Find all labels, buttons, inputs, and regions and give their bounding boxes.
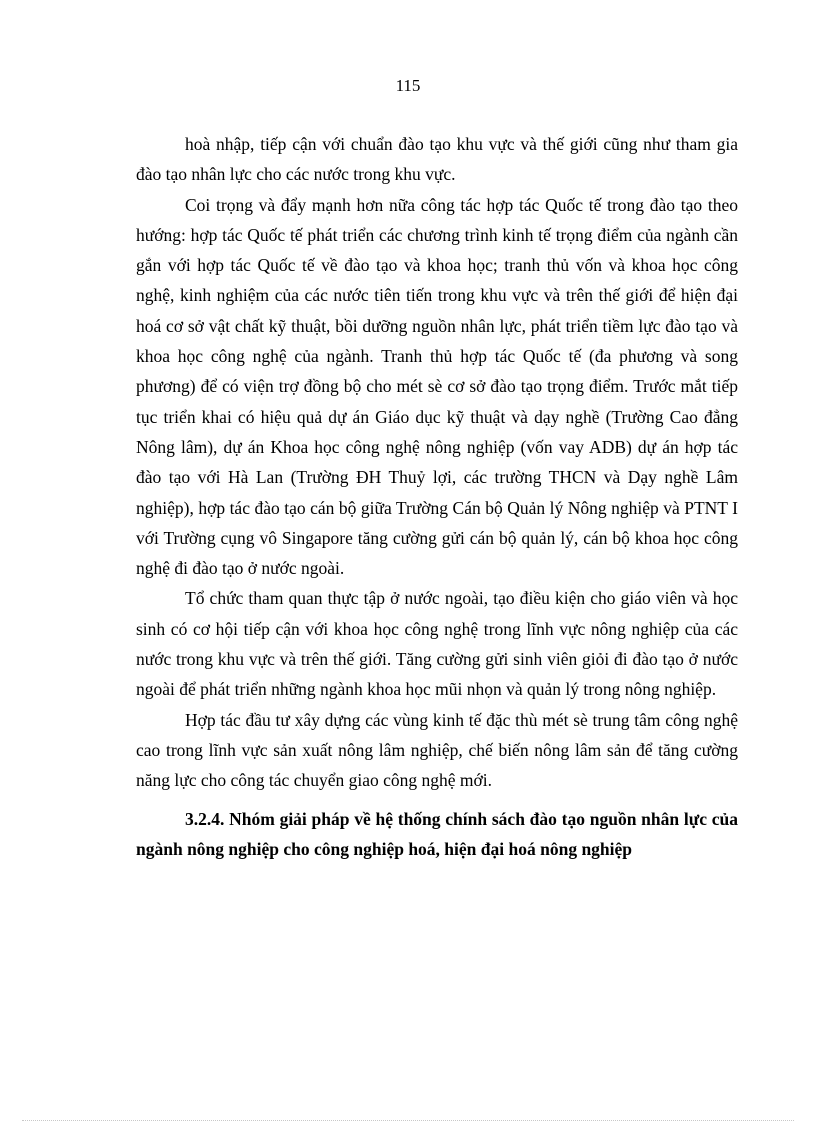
paragraph-study-tours: Tổ chức tham quan thực tập ở nước ngoài, tạo điều kiện cho giáo viên và học sinh có cơ hội tiếp cận với khoa học công nghệ trong lĩnh vực nông nghiệp của các nước trong khu vực và trên thế giới. Tăng cường gửi sinh viên giỏi đi đào tạo ở nước ngoài để phát triển những ngành khoa học mũi nhọn và quản lý trong nông nghiệp. <box>136 588 738 700</box>
paragraph-continuation: hoà nhập, tiếp cận với chuẩn đào tạo khu vực và thế giới cũng như tham gia đào tạo nhân lực cho các nước trong khu vực. <box>136 134 738 185</box>
page-number: 115 <box>395 76 421 95</box>
paragraph-international-cooperation: Coi trọng và đẩy mạnh hơn nữa công tác hợp tác Quốc tế trong đào tạo theo hướng: hợp tác Quốc tế phát triển các chương trình kinh tế trọng điểm của ngành cần gắn với hợp tác Quốc tế về đào tạo và khoa học; tranh thủ vốn và khoa học công nghệ, kinh nghiệm của các nước tiên tiến trong khu vực và trên thế giới để hiện đại hoá cơ sở vật chất kỹ thuật, bồi dưỡng nguồn nhân lực, phát triển tiềm lực đào tạo và khoa học công nghệ của ngành. Tranh thủ hợp tác Quốc tế (đa phương và song phương) để có viện trợ đồng bộ cho mét sè cơ sở đào tạo trọng điểm. Trước mắt tiếp tục triển khai có hiệu quả dự án Giáo dục kỹ thuật và dạy nghề (Trường Cao đẳng Nông lâm), dự án Khoa học công nghệ nông nghiệp (vốn vay ADB) dự án hợp tác đào tạo với Hà Lan (Trường ĐH Thuỷ lợi, các trường THCN và Dạy nghề Lâm nghiệp), hợp tác đào tạo cán bộ giữa Trường Cán bộ Quản lý Nông nghiệp và PTNT I với Trường cụng vô Singapore tăng cường gửi cán bộ quản lý, cán bộ khoa học công nghệ đi đào tạo ở nước ngoài. <box>136 194 738 579</box>
page-bottom-rule <box>22 1120 794 1121</box>
paragraph-investment-cooperation: Hợp tác đầu tư xây dựng các vùng kinh tế đặc thù mét sè trung tâm công nghệ cao trong lĩnh vực sản xuất nông lâm nghiệp, chế biến nông lâm sản để tăng cường năng lực cho công tác chuyển giao công nghệ mới. <box>136 709 738 791</box>
section-heading: 3.2.4. Nhóm giải pháp về hệ thống chính sách đào tạo nguồn nhân lực của ngành nông nghiệp cho công nghiệp hoá, hiện đại hoá nông nghiệp <box>136 808 738 859</box>
document-body <box>136 129 738 864</box>
